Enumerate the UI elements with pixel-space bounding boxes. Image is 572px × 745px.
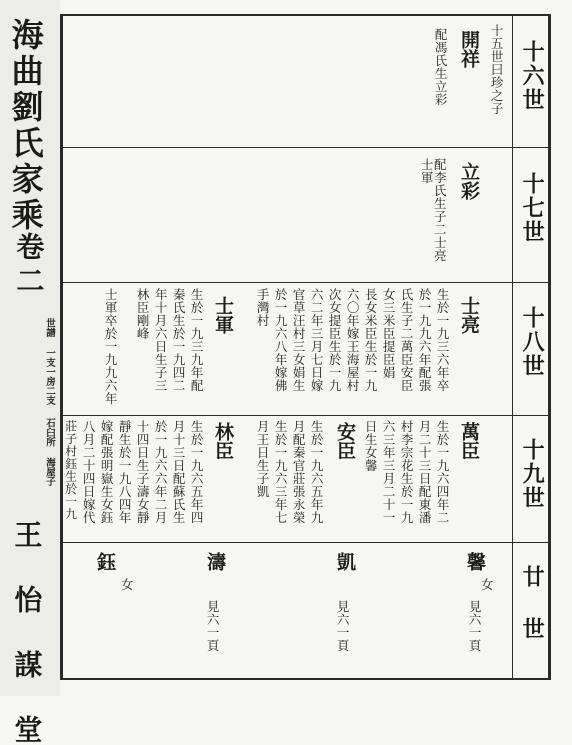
- gen19-line: 於一九六六年二月: [153, 420, 169, 524]
- gen18-line: 生於一九三九年配: [189, 288, 205, 392]
- gen18-line: 六二年三月七日嫁: [309, 288, 325, 392]
- gen19-line: 莊子村鈺生於一九: [63, 420, 78, 520]
- gen19-line: 月十三日配蘇氏生: [171, 420, 187, 524]
- gen18-line: 於一九九六年配張: [417, 288, 433, 392]
- frame-top: [60, 14, 550, 16]
- gen18-line: 次女提臣生於一九: [327, 288, 343, 392]
- row-divider-3: [60, 415, 550, 416]
- gen17-desc: 配李氏生子二士亮 士軍: [419, 158, 448, 262]
- book-title: 海曲劉氏家乘: [6, 18, 45, 234]
- gen20-name: 馨: [463, 552, 486, 571]
- gen16-spouse: 配馮氏生立彩: [433, 28, 449, 106]
- generation-label: 十九世: [519, 438, 546, 510]
- gen18-line: 氏生子二萬臣安臣: [399, 288, 415, 392]
- gen19-line: 生於一九六五年四: [189, 420, 205, 524]
- gen19-line: 生於一九六三年七: [273, 420, 289, 524]
- generation-label: 十七世: [519, 172, 546, 244]
- gen20-name: 濤: [203, 552, 226, 571]
- row-divider-1: [60, 147, 550, 148]
- generation-label: 十六世: [519, 40, 546, 112]
- gen19-line: 村李宗花生於一九: [399, 420, 415, 524]
- gen18-name: 士亮: [457, 296, 480, 334]
- gen18-line: 長女米臣生於一九: [363, 288, 379, 392]
- gen18-line: 女三米臣提臣娟: [381, 288, 397, 379]
- generation-label: 廿 世: [519, 565, 546, 641]
- hall-name: 王 怡 謀 堂: [10, 520, 44, 745]
- gen18-name: 士軍: [211, 296, 234, 334]
- row-divider-2: [60, 282, 550, 283]
- gen20-ref: 見六一頁: [467, 600, 483, 652]
- generation-label: 十八世: [519, 306, 546, 378]
- book-spine: [0, 0, 60, 745]
- gen18-line: 士軍卒於一九九六年: [103, 288, 119, 405]
- gen19-line: 月配秦官莊張永榮: [291, 420, 307, 524]
- gen20-ref: 見六一頁: [205, 600, 221, 652]
- gen20-ref: 見六一頁: [335, 600, 351, 652]
- location-label: 石臼所 海屋子: [43, 418, 55, 486]
- gen19-name: 萬臣: [457, 422, 480, 460]
- gen19-line: 六三年三月二十一: [381, 420, 397, 524]
- gen19-line: 生於一九六五年九: [309, 420, 325, 524]
- gen20-tag: 女: [119, 578, 135, 591]
- frame-bottom: [60, 678, 550, 680]
- row-divider-4: [60, 542, 550, 543]
- lineage-label: 世譜 一支一房二支: [43, 318, 55, 405]
- gen16-note: 十五世曰珍之子: [489, 24, 505, 115]
- gen20-name: 鈺: [93, 552, 116, 571]
- gen19-line: 十四日生子濤女靜: [135, 420, 151, 524]
- gen18-line: 官草汪村三女娟生: [291, 288, 307, 392]
- gen18-line: 六〇年嫁王海屋村: [345, 288, 361, 392]
- gen19-line: 八月二十四日嫁代: [81, 420, 97, 524]
- gen20-name: 凱: [333, 552, 356, 571]
- gen19-line: 月二十三日配東潘: [417, 420, 433, 524]
- gen18-line: 林臣剛峰: [135, 288, 151, 340]
- gen19-line: 靜生於一九八四年: [117, 420, 133, 524]
- gen19-name: 林臣: [211, 422, 234, 460]
- volume-label: 卷二: [12, 232, 46, 300]
- gen20-tag: 女: [479, 578, 495, 591]
- spine-divider: [60, 14, 63, 680]
- frame-right: [548, 14, 551, 680]
- gen18-line: 於一九六八年嫁佛: [273, 288, 289, 392]
- gen18-line: 生於一九三六年卒: [435, 288, 451, 392]
- gen18-line: 手灣村: [255, 288, 271, 327]
- gen19-line: 生於一九六四年二: [435, 420, 451, 524]
- gen18-line: 年十月六日生子三: [153, 288, 169, 392]
- gen19-line: 嫁配張明嶽生女鈺: [99, 420, 115, 524]
- gen16-name: 開祥: [457, 30, 480, 68]
- gen19-line: 月王日生子凱: [255, 420, 271, 498]
- gen17-name: 立彩: [457, 162, 480, 200]
- gen18-line: 秦氏生於一九四二: [171, 288, 187, 392]
- gen19-name: 安臣: [333, 422, 356, 460]
- generation-column-divider: [512, 14, 513, 680]
- gen19-line: 日生女馨: [363, 420, 379, 472]
